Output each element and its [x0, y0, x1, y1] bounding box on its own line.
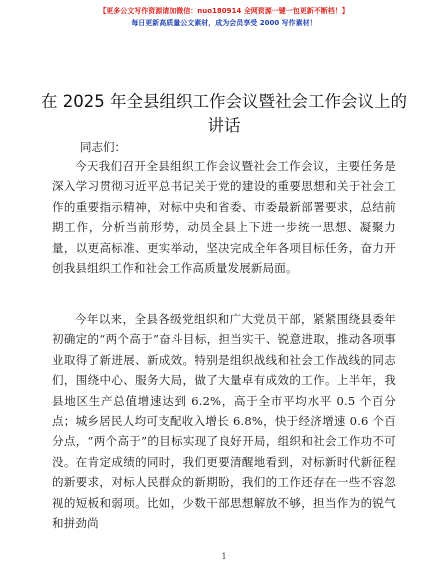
salutation: 同志们：	[80, 140, 126, 154]
banner-line-membership: 每日更新高质量公文素材，成为会员享受 2000 写作素材！	[131, 19, 317, 27]
page-number: 1	[221, 552, 227, 561]
document-title: 在 2025 年全县组织工作会议暨社会工作会议上的讲话	[41, 92, 407, 135]
paragraph-achievements: 今年以来，全县各级党组织和广大党员干部，紧紧围绕县委年初确定的“两个高于”奋斗目标，担当实干、锐意进取，推动各项事业取得了新进展、新成效。特别是组织战线和社会工作战线的同志们，围绕中心、服务大局，做了大量卓有成效的工作。上半年，我县地区生产总值增速达到 6.2%，高于全市平均水平 0.5 个百分点；城乡居民人均可支配收入增长 6.8%，快于经济增速 0.6 个百分点，“两个高于”的目标实现了良好开局，组织和社会工作功不可没。在肯定成绩的同时，我们更要清醒地看到，对标新时代新征程的新要求，对标人民群众的新期盼，我们的工作还存在一些不容忽视的短板和弱项。比如，少数干部思想解放不够，担当作为的锐气和拼劲尚	[52, 312, 396, 531]
paragraph-intro: 今天我们召开全县组织工作会议暨社会工作会议，主要任务是深入学习贯彻习近平总书记关于党的建设的重要思想和关于社会工作的重要指示精神，对标中央和省委、市委最新部署要求，总结前期工作，分析当前形势，动员全县上下进一步统一思想、凝聚力量，以更高标准、更实举动，坚决完成全年各项目标任务，奋力开创我县组织工作和社会工作高质量发展新局面。	[52, 159, 396, 276]
banner-line-promo: 【更多公文写作资源请加微信：nuo180914 全网资源一键一包更新不断档！】	[99, 7, 349, 15]
header-banner	[0, 6, 448, 28]
